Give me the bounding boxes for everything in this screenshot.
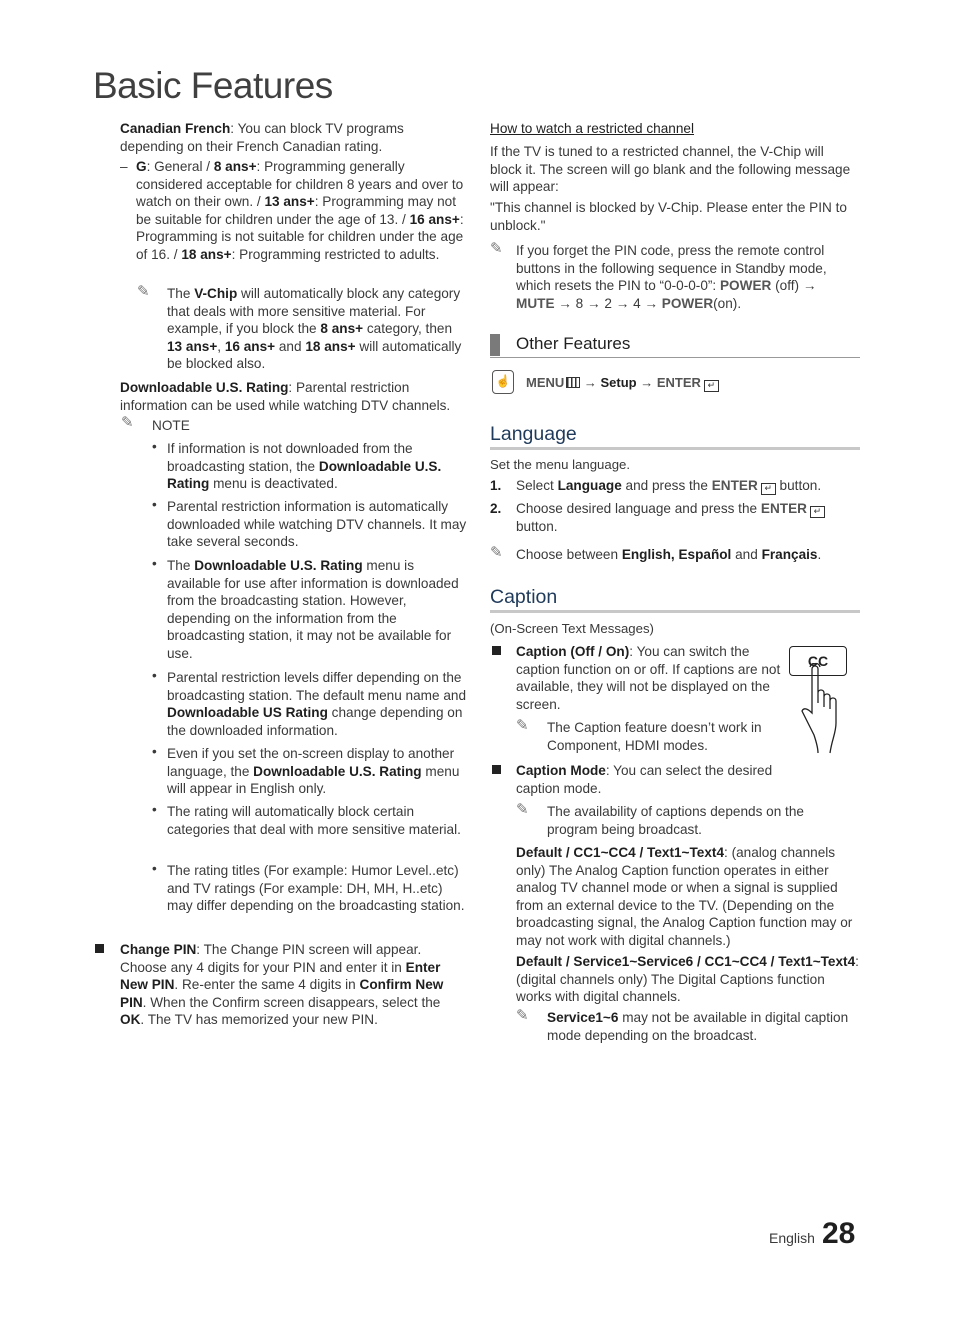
vchip-sep: , [217,338,225,354]
lang-step-2-a: Choose desired language and press the [516,501,761,516]
caption-onoff-term: Caption (Off / On) [516,644,630,659]
other-features-bar [490,334,500,356]
menu-path-arrow: → [636,375,657,390]
square-bullet [95,944,104,953]
lang-step-2 [516,500,836,536]
menu-path-setup: Setup [600,375,637,390]
lang-step-1-enter: ENTER [711,478,758,493]
pointing-hand-icon [800,663,860,755]
g-13: 13 ans+ [264,194,315,210]
note-icon: ✎ [137,283,150,300]
note-bullet-7: The rating titles (For example: Humor Level..etc) and TV ratings (For example: DH, MH, H..etc) may differ depending on the broadcasting station. [167,863,465,914]
note-icon: ✎ [490,240,503,257]
pin-off: (off) → [771,278,817,294]
caption-onoff [516,643,781,713]
g-18: 18 ans+ [181,246,232,262]
caption-sub: (On-Screen Text Messages) [490,621,654,636]
vchip-note-2: will automatically block any category that deals with more sensitive material. For example, if you block the [167,286,461,337]
language-intro: Set the menu language. [490,457,631,472]
lang-step-1-b: and press the [621,478,712,493]
g-text3: : Programming may not be suitable for children under the age of 13. / [136,194,456,227]
bullet-dot: • [152,802,157,817]
note-bullet-3-term: Downloadable U.S. Rating [194,558,363,573]
change-pin-a: : The Change PIN screen will appear. Choose any 4 digits for your PIN and enter it in [120,942,422,975]
vchip-note-1: The [167,286,195,301]
lang-step-2-c: button. [516,519,558,534]
cc-button-label: CC [807,653,829,669]
menu-path-enter: ENTER [656,375,701,390]
pin-power: POWER [719,278,772,294]
pin-seq: → 8 → 2 → 4 → [554,295,662,311]
caption-onoff-text: : You can switch the caption function on or off. If captions are not available, they will not be displayed on the screen. [516,644,781,712]
default-analog-term: Default / CC1~CC4 / Text1~Text4 [516,845,725,860]
other-features-heading: Other Features [516,334,631,353]
vchip-term: V-Chip [194,286,238,301]
language-heading: Language [490,423,577,445]
note-icon: ✎ [490,544,503,561]
footer-language: English [769,1230,815,1246]
note-bullet-4-b: change depending on the downloaded information. [167,705,463,738]
lang-step-2-enter: ENTER [760,501,807,516]
menu-path-menu: MENU [526,375,565,390]
vchip-note [167,285,467,373]
enter-icon: ↵ [810,506,825,518]
note-bullet-5 [167,745,467,798]
vchip-13: 13 ans+ [167,338,218,354]
g-16: 16 ans+ [409,211,460,227]
change-pin-enter: Enter New PIN [120,959,441,993]
caption-onoff-note: The Caption feature doesn’t work in Component, HDMI modes. [547,720,762,753]
canadian-french-paragraph [120,120,465,155]
menu-grid-icon [566,377,580,388]
note-bullet-1-b: menu is deactivated. [209,476,338,492]
change-pin-d: . The TV has memorized your new PIN. [140,1012,378,1028]
change-pin-c: . When the Confirm screen disappears, select the [142,994,441,1010]
vchip-8: 8 ans+ [320,321,364,337]
pin-reset-a: If you forget the PIN code, press the remote control buttons in the following sequence in Standby mode, which resets the PIN to “0-0-0-0”: [516,243,827,294]
g-8: 8 ans+ [213,159,257,174]
page-number: 28 [822,1217,856,1250]
g-text5: : Programming restricted to adults. [231,246,440,262]
change-pin-term: Change PIN [120,942,197,957]
lang-step-1-term: Language [557,478,622,493]
language-rule [490,447,860,450]
note-bullet-6: The rating will automatically block certain categories that deal with more sensitive material. [167,804,461,837]
g-text4: : Programming is not suitable for children under the age of 16. / [136,211,464,262]
change-pin-paragraph [120,941,465,1029]
note-bullet-1-a: If information is not downloaded from the broadcasting station, the [167,441,413,474]
change-pin-ok: OK [120,1012,141,1028]
square-bullet [492,646,501,655]
language-note-a: Choose between [516,547,622,562]
note-bullet-1 [167,440,467,493]
note-bullet-5-a: Even if you set the on-screen display to another language, the [167,746,455,779]
note-bullet-3-a: The [167,558,195,573]
note-bullet-2: Parental restriction information is automatically downloaded while watching DTV channels. It may take several seconds. [167,499,467,550]
vchip-16: 16 ans+ [224,338,276,354]
caption-mode-term: Caption Mode [516,763,606,778]
bullet-dot: • [152,439,157,454]
caption-heading: Caption [490,586,558,608]
menu-hand-icon: ☝ [492,370,514,394]
note-bullet-5-b: menu will appear in English only. [167,763,460,797]
language-note-end: . [817,547,822,562]
note-bullet-4-term: Downloadable US Rating [167,705,328,721]
note-bullet-5-term: Downloadable U.S. Rating [253,763,422,779]
g-rating-paragraph [136,158,464,264]
other-features-rule [490,357,860,358]
caption-mode-text: : You can select the desired caption mode. [516,763,773,796]
default-digital-term: Default / Service1~Service6 / CC1~CC4 / Text1~Text4 [516,954,856,969]
vchip-and: and [275,338,306,354]
service-note-term: Service1~6 [547,1010,619,1025]
note-icon: ✎ [516,1007,529,1024]
caption-mode [516,762,796,797]
default-analog-text: : (analog channels only) The Analog Caption function operates in either analog TV channel mode or when a signal is supplied from an external device to the TV. (Depending on the broadcasting signal, the Analog Caption function may or may not work with digital channels.) [516,845,853,948]
pin-reset-note [516,242,856,312]
restricted-heading: How to watch a restricted channel [490,121,695,136]
square-bullet [492,765,501,774]
vchip-note-4: will automatically be blocked also. [167,338,462,372]
restricted-p1: If the TV is tuned to a restricted channel, the V-Chip will block it. The screen will go blank and the following message will appear: [490,144,851,195]
downloadable-rating-paragraph [120,379,465,414]
note-bullet-3 [167,557,467,663]
vchip-note-3: category, then [363,321,453,337]
note-icon: ✎ [121,414,134,431]
lang-step-1-c: button. [775,478,822,493]
note-bullet-4-a: Parental restriction levels differ depending on the broadcasting station. The default menu name and [167,670,467,703]
page-title: Basic Features [93,65,333,106]
downloadable-rating-term: Downloadable U.S. Rating [120,380,289,395]
g-text2: : Programming generally considered acceptable for children 8 years and over to watch on their own. / [136,159,464,210]
caption-mode-note: The availability of captions depends on the program being broadcast. [547,804,804,837]
lang-step-2-num: 2. [490,501,502,516]
caption-rule [490,610,860,613]
enter-icon: ↵ [761,483,776,495]
default-digital-text: : (digital channels only) The Digital Captions function works with digital channels. [516,954,859,1005]
canadian-french-text: : You can block TV programs depending on their French Canadian rating. [120,121,404,154]
g-text1: : General / [146,159,214,174]
menu-path-arrow: → [580,375,601,390]
default-analog [516,844,861,950]
language-note-fr: Français [761,547,818,562]
lang-step-1-a: Select [516,478,558,493]
note-bullet-3-b: menu is available for use after information is downloaded from the broadcasting station. However, depending on the information from the broadcasting station, it may not be available for use. [167,558,459,661]
lang-step-1-num: 1. [490,478,502,493]
enter-icon: ↵ [704,380,719,392]
pin-power2: POWER [661,295,714,311]
menu-path [526,374,719,392]
bullet-dot: • [152,668,157,683]
canadian-french-term: Canadian French [120,121,231,136]
note-label: NOTE [152,418,190,433]
pin-mute: MUTE [516,295,555,311]
note-bullet-1-term: Downloadable U.S. Rating [167,458,442,492]
lang-step-1 [516,477,861,495]
language-note-and: and [731,547,762,562]
downloadable-rating-text: : Parental restriction information can be used while watching DTV channels. [120,380,451,413]
g-term: G [136,159,147,174]
change-pin-b: . Re-enter the same 4 digits in [174,977,360,993]
restricted-p2: "This channel is blocked by V-Chip. Please enter the PIN to unblock." [490,200,847,233]
bullet-dot: • [152,861,157,876]
vchip-18: 18 ans+ [305,338,356,354]
note-bullet-4 [167,669,467,739]
default-digital [516,953,861,1006]
language-note [516,546,861,564]
service-note-text: may not be available in digital caption mode depending on the broadcast. [547,1010,849,1043]
note-icon: ✎ [516,801,529,818]
language-note-terms: English, Español [621,547,732,562]
note-icon: ✎ [516,717,529,734]
service-note [547,1009,861,1044]
bullet-dot: • [152,744,157,759]
g-dash: – [120,159,128,174]
bullet-dot: • [152,497,157,512]
pin-on: (on). [713,295,742,311]
change-pin-confirm: Confirm New PIN [120,977,444,1010]
bullet-dot: • [152,556,157,571]
